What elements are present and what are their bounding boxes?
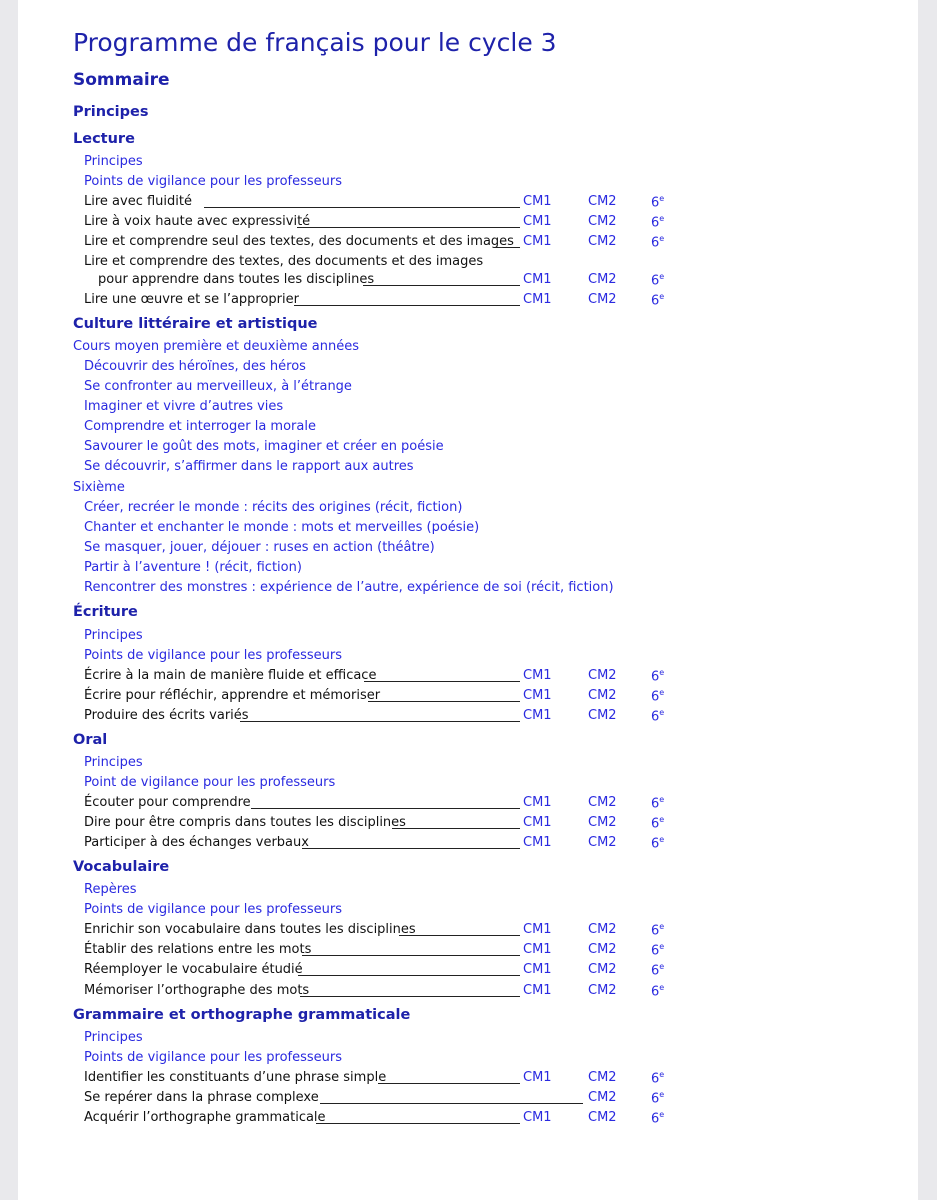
vocabulaire-entry-3-cm2: CM2	[588, 962, 617, 977]
leader-line	[298, 975, 520, 976]
ecriture-entry-1-cm2: CM2	[588, 668, 617, 683]
lecture-entry-1-cm1: CM1	[523, 194, 552, 209]
grammaire-entry-1-sixieme: 6e	[651, 1070, 665, 1087]
ecriture-entry-1-sixieme: 6e	[651, 668, 665, 685]
leader-line	[302, 848, 520, 849]
oral-entry-1: Écouter pour comprendre	[84, 795, 251, 810]
leader-line	[320, 1103, 583, 1104]
oral-principes-link: Principes	[84, 755, 143, 770]
oral-entry-2-cm1: CM1	[523, 815, 552, 830]
grammaire-entry-1: Identifier les constituants d’une phrase simple	[84, 1070, 387, 1085]
leader-line	[294, 305, 520, 306]
lecture-heading: Lecture	[73, 131, 135, 147]
vocabulaire-entry-1-sixieme: 6e	[651, 922, 665, 939]
document-page	[18, 0, 918, 1200]
leader-line	[240, 721, 520, 722]
vocabulaire-entry-2-cm2: CM2	[588, 942, 617, 957]
vocabulaire-entry-1-cm2: CM2	[588, 922, 617, 937]
oral-entry-2: Dire pour être compris dans toutes les disciplines	[84, 815, 406, 830]
grammaire-entry-3-sixieme: 6e	[651, 1110, 665, 1127]
oral-vigilance-link: Point de vigilance pour les professeurs	[84, 775, 336, 790]
lecture-entry-1-cm2: CM2	[588, 194, 617, 209]
grammaire-entry-2-cm2: CM2	[588, 1090, 617, 1105]
oral-entry-1-cm2: CM2	[588, 795, 617, 810]
leader-line	[297, 227, 520, 228]
vocabulaire-entry-3-cm1: CM1	[523, 962, 552, 977]
lecture-vigilance-link: Points de vigilance pour les professeurs	[84, 174, 343, 189]
vocabulaire-vigilance-link: Points de vigilance pour les professeurs	[84, 902, 343, 917]
lecture-entry-4-sixieme: 6e	[651, 272, 665, 289]
vocabulaire-reperes-link: Repères	[84, 882, 137, 897]
lecture-entry-2: Lire à voix haute avec expressivité	[84, 214, 311, 229]
ecriture-entry-3-cm2: CM2	[588, 708, 617, 723]
vocabulaire-heading: Vocabulaire	[73, 859, 170, 875]
grammaire-entry-2-sixieme: 6e	[651, 1090, 665, 1107]
ecriture-entry-2: Écrire pour réfléchir, apprendre et mémoriser	[84, 688, 381, 703]
lecture-entry-5: Lire une œuvre et se l’approprier	[84, 292, 299, 307]
lecture-entry-5-cm2: CM2	[588, 292, 617, 307]
lecture-entry-4b: pour apprendre dans toutes les disciplines	[98, 272, 375, 287]
cm-item-4: Comprendre et interroger la morale	[84, 419, 316, 434]
vocabulaire-entry-2-sixieme: 6e	[651, 942, 665, 959]
lecture-entry-5-sixieme: 6e	[651, 292, 665, 309]
oral-entry-3-sixieme: 6e	[651, 835, 665, 852]
lecture-entry-2-sixieme: 6e	[651, 214, 665, 231]
oral-entry-1-sixieme: 6e	[651, 795, 665, 812]
leader-line	[392, 828, 520, 829]
grammaire-entry-3-cm2: CM2	[588, 1110, 617, 1125]
cm-item-5: Savourer le goût des mots, imaginer et créer en poésie	[84, 439, 444, 454]
ecriture-heading: Écriture	[73, 604, 138, 620]
ecriture-principes-link: Principes	[84, 628, 143, 643]
leader-line	[378, 1083, 520, 1084]
ecriture-entry-2-sixieme: 6e	[651, 688, 665, 705]
lecture-principes-link: Principes	[84, 154, 143, 169]
ecriture-vigilance-link: Points de vigilance pour les professeurs	[84, 648, 343, 663]
vocabulaire-entry-3-sixieme: 6e	[651, 962, 665, 979]
grammaire-entry-2: Se repérer dans la phrase complexe	[84, 1090, 319, 1105]
leader-line	[364, 681, 520, 682]
lecture-entry-2-cm1: CM1	[523, 214, 552, 229]
ecriture-entry-1: Écrire à la main de manière fluide et efficace	[84, 668, 377, 683]
oral-entry-3-cm1: CM1	[523, 835, 552, 850]
oral-entry-3-cm2: CM2	[588, 835, 617, 850]
leader-line	[251, 808, 520, 809]
leader-line	[302, 955, 520, 956]
ecriture-entry-2-cm1: CM1	[523, 688, 552, 703]
lecture-entry-4a: Lire et comprendre des textes, des documents et des images	[84, 254, 484, 269]
sixieme-item-1: Créer, recréer le monde : récits des origines (récit, fiction)	[84, 500, 463, 515]
grammaire-vigilance-link: Points de vigilance pour les professeurs	[84, 1050, 343, 1065]
cm-item-2: Se confronter au merveilleux, à l’étrange	[84, 379, 352, 394]
vocabulaire-entry-4-cm1: CM1	[523, 983, 552, 998]
lecture-entry-1-sixieme: 6e	[651, 194, 665, 211]
lecture-entry-4-cm1: CM1	[523, 272, 552, 287]
vocabulaire-entry-1: Enrichir son vocabulaire dans toutes les disciplines	[84, 922, 416, 937]
lecture-entry-3: Lire et comprendre seul des textes, des documents et des images	[84, 234, 514, 249]
grammaire-heading: Grammaire et orthographe grammaticale	[73, 1007, 411, 1023]
culture-heading: Culture littéraire et artistique	[73, 316, 318, 332]
sixieme-link: Sixième	[73, 480, 125, 495]
grammaire-principes-link: Principes	[84, 1030, 143, 1045]
lecture-entry-3-cm1: CM1	[523, 234, 552, 249]
leader-line	[399, 935, 520, 936]
oral-heading: Oral	[73, 732, 108, 748]
vocabulaire-entry-4: Mémoriser l’orthographe des mots	[84, 983, 310, 998]
vocabulaire-entry-3: Réemployer le vocabulaire étudié	[84, 962, 303, 977]
oral-entry-2-sixieme: 6e	[651, 815, 665, 832]
grammaire-entry-1-cm2: CM2	[588, 1070, 617, 1085]
cm-item-6: Se découvrir, s’affirmer dans le rapport aux autres	[84, 459, 414, 474]
lecture-entry-2-cm2: CM2	[588, 214, 617, 229]
ecriture-entry-1-cm1: CM1	[523, 668, 552, 683]
vocabulaire-entry-2: Établir des relations entre les mots	[84, 942, 312, 957]
ecriture-entry-3-cm1: CM1	[523, 708, 552, 723]
leader-line	[494, 247, 520, 248]
lecture-entry-3-cm2: CM2	[588, 234, 617, 249]
lecture-entry-4-cm2: CM2	[588, 272, 617, 287]
ecriture-entry-3: Produire des écrits variés	[84, 708, 249, 723]
leader-line	[368, 701, 520, 702]
lecture-entry-3-sixieme: 6e	[651, 234, 665, 251]
oral-entry-3: Participer à des échanges verbaux	[84, 835, 309, 850]
leader-line	[300, 996, 520, 997]
oral-entry-1-cm1: CM1	[523, 795, 552, 810]
ecriture-entry-2-cm2: CM2	[588, 688, 617, 703]
ecriture-entry-3-sixieme: 6e	[651, 708, 665, 725]
principes-heading: Principes	[73, 104, 149, 120]
grammaire-entry-3: Acquérir l’orthographe grammaticale	[84, 1110, 326, 1125]
grammaire-entry-1-cm1: CM1	[523, 1070, 552, 1085]
grammaire-entry-3-cm1: CM1	[523, 1110, 552, 1125]
vocabulaire-entry-2-cm1: CM1	[523, 942, 552, 957]
cm-item-1: Découvrir des héroïnes, des héros	[84, 359, 306, 374]
sixieme-item-4: Partir à l’aventure ! (récit, fiction)	[84, 560, 302, 575]
lecture-entry-5-cm1: CM1	[523, 292, 552, 307]
sixieme-item-2: Chanter et enchanter le monde : mots et merveilles (poésie)	[84, 520, 480, 535]
leader-line	[316, 1123, 520, 1124]
cm-item-3: Imaginer et vivre d’autres vies	[84, 399, 284, 414]
sixieme-item-3: Se masquer, jouer, déjouer : ruses en action (théâtre)	[84, 540, 435, 555]
leader-line	[204, 207, 520, 208]
vocabulaire-entry-4-cm2: CM2	[588, 983, 617, 998]
cours-moyen-link: Cours moyen première et deuxième années	[73, 339, 359, 354]
leader-line	[363, 285, 520, 286]
sommaire-heading: Sommaire	[73, 70, 170, 90]
sixieme-item-5: Rencontrer des monstres : expérience de l’autre, expérience de soi (récit, fiction)	[84, 580, 614, 595]
vocabulaire-entry-4-sixieme: 6e	[651, 983, 665, 1000]
vocabulaire-entry-1-cm1: CM1	[523, 922, 552, 937]
oral-entry-2-cm2: CM2	[588, 815, 617, 830]
lecture-entry-1: Lire avec fluidité	[84, 194, 192, 209]
document-title: Programme de français pour le cycle 3	[73, 28, 557, 57]
